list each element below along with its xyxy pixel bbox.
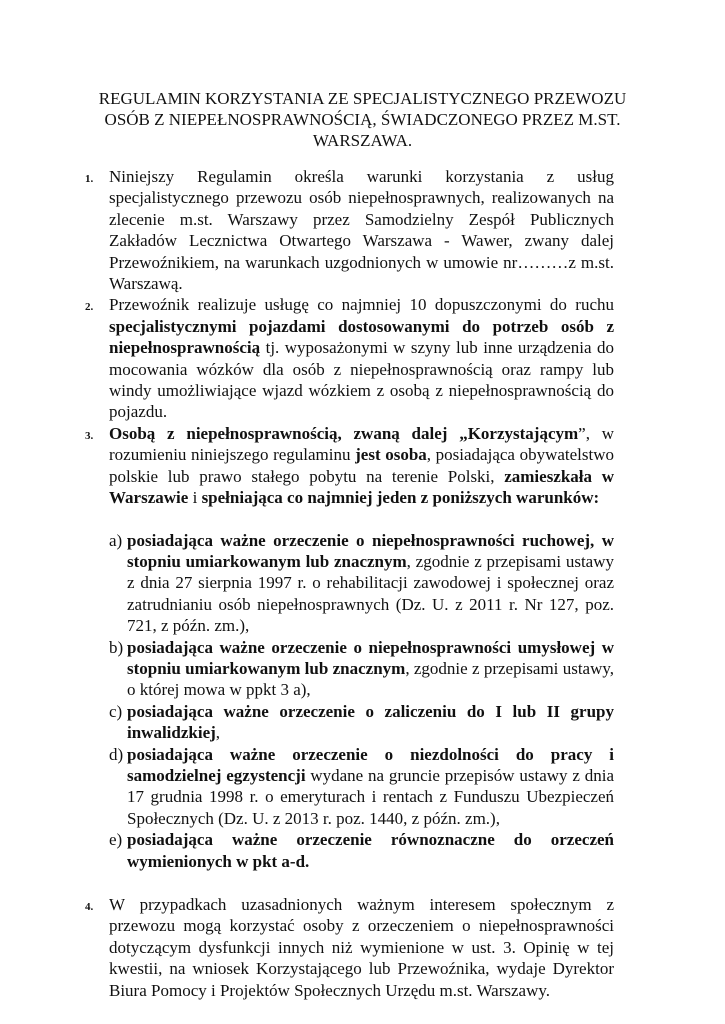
regulation-item-4 <box>82 894 614 1001</box>
condition-label: a) <box>109 530 123 550</box>
condition-bold-text: posiadająca ważne orzeczenie o niepełnosprawności ruchowej, w stopniu umiarkowanym lub znacznym <box>127 530 614 571</box>
item-bold-text: Osobą z niepełnosprawnością, zwaną dalej „Korzystającym <box>109 423 579 443</box>
condition-b <box>82 637 614 701</box>
condition-d <box>82 744 614 830</box>
item-bold-text: specjalistycznymi pojazdami dostosowanymi do potrzeb osób z niepełnosprawnością <box>109 316 614 358</box>
regulation-item-2 <box>82 294 614 422</box>
item-text: Przewoźnik realizuje usługę co najmniej 10 dopuszczonymi do ruchu <box>109 295 614 315</box>
condition-text: , zgodnie z przepisami ustawy z dnia 27 sierpnia 1997 r. o rehabilitacji zawodowej i społecznej oraz zatrudnianiu osób niepełnosprawnych (Dz. U. z 2011 r. Nr 127, poz. 721, z późn. zm.), <box>127 551 614 636</box>
condition-bold-text: posiadająca ważne orzeczenie równoznaczne do orzeczeń wymienionych w pkt a-d. <box>127 830 614 871</box>
spacer <box>109 509 614 530</box>
condition-text: wydane na gruncie przepisów ustawy z dnia 17 grudnia 1998 r. o emeryturach i rentach z Funduszu Ubezpieczeń Społecznych (Dz. U. z 2013 r. poz. 1440, z późn. zm.), <box>127 765 614 828</box>
item-bold-text: spełniająca co najmniej jeden z poniższych warunków: <box>201 488 600 508</box>
item-number: 2. <box>85 301 94 314</box>
item-text: , posiadająca obywatelstwo polskie lub prawo stałego pobytu na terenie Polski, <box>109 445 614 486</box>
condition-e <box>82 829 614 872</box>
item-text: i <box>188 488 202 508</box>
condition-text: , <box>215 723 221 743</box>
item-text: tj. wyposażonymi w szyny lub inne urządzenia do mocowania wózków dla osób z niepełnosprawnością oraz rampy lub windy umożliwiające wjazd wózkiem z osobą z niepełnosprawnością do pojazdu. <box>109 338 614 422</box>
item-number: 4. <box>85 901 94 913</box>
condition-c <box>82 701 614 744</box>
condition-label: d) <box>109 744 124 764</box>
condition-label: e) <box>109 830 123 850</box>
condition-a <box>82 530 614 637</box>
item-number: 3. <box>85 429 94 442</box>
item-text: W przypadkach uzasadnionych ważnym interesem społecznym z przewozu mogą korzystać osoby z orzeczeniem o niepełnosprawności dotyczącym dysfunkcji innych niż wymienione w ust. 3. Opinię w tej kwestii, na wniosek Korzystającego lub Przewoźnika, wydaje Dyrektor Biura Pomocy i Projektów Społecznych Urzędu m.st. Warszawy. <box>109 895 614 1000</box>
condition-bold-text: posiadająca ważne orzeczenie o zaliczeniu do I lub II grupy inwalidzkiej <box>127 701 614 743</box>
regulation-item-1 <box>82 166 614 294</box>
condition-text: , zgodnie z przepisami ustawy, o której mowa w ppkt 3 a), <box>127 658 615 700</box>
condition-label: c) <box>109 701 123 721</box>
condition-label: b) <box>109 637 124 657</box>
condition-bold-text: posiadająca ważne orzeczenie o niepełnosprawności umysłowej w stopniu umiarkowanym lub znacznym <box>127 637 614 678</box>
item-bold-text: zamieszkała w Warszawie <box>109 466 614 508</box>
spacer <box>82 872 614 894</box>
item-text: ”, w rozumieniu niniejszego regulaminu <box>109 423 614 465</box>
item-number: 1. <box>85 173 94 185</box>
regulation-item-3 <box>82 423 614 530</box>
document-title: REGULAMIN KORZYSTANIA ZE SPECJALISTYCZNEGO PRZEWOZU OSÓB Z NIEPEŁNOSPRAWNOŚCIĄ, ŚWIADCZONEGO PRZEZ M.ST. WARSZAWA. <box>98 89 627 150</box>
item-text: Niniejszy Regulamin określa warunki korzystania z usług specjalistycznego przewozu osób niepełnosprawnych, realizowanych na zlecenie m.st. Warszawy przez Samodzielny Zespół Publicznych Zakładów Lecznictwa Otwartego Warszawa - Wawer, zwany dalej Przewoźnikiem, na warunkach uzgodnionych w umowie nr………z m.st. Warszawą. <box>109 167 614 294</box>
regulation-items <box>82 166 614 1001</box>
item-bold-text: jest osoba <box>355 445 427 465</box>
condition-bold-text: posiadająca ważne orzeczenie o niezdolności do pracy i samodzielnej egzystencji <box>127 744 614 785</box>
